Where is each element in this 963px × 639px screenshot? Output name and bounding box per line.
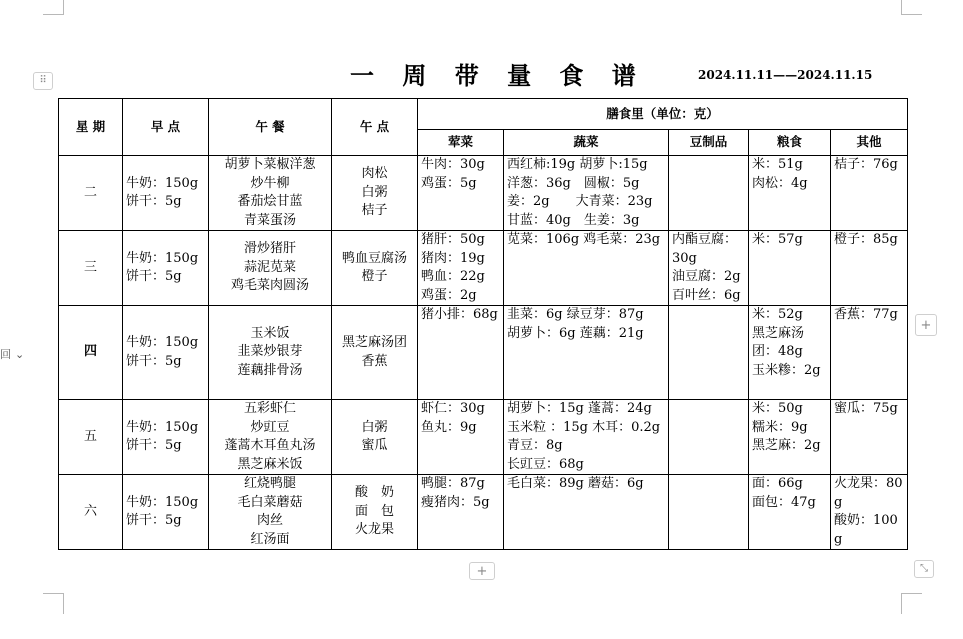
lunch-line: 莲藕排骨汤 xyxy=(237,362,303,378)
lunch-line: 韭菜炒银芽 xyxy=(237,344,303,360)
header-veg: 蔬菜 xyxy=(504,130,669,156)
table-row xyxy=(59,156,908,231)
breakfast-line: 牛奶：150g xyxy=(126,175,199,191)
date-range: 2024.11.11——2024.11.15 xyxy=(698,68,873,82)
table-row xyxy=(59,306,908,400)
row-menu-icon: 回 xyxy=(0,347,11,361)
header-day: 星 期 xyxy=(59,99,123,156)
lunch-line: 黑芝麻米饭 xyxy=(237,456,303,472)
veg-line: 韭菜：6g 绿豆芽：87g xyxy=(507,307,644,322)
cell-lunch[interactable] xyxy=(209,306,332,400)
meat-line: 猪小排：68g xyxy=(421,307,498,322)
cell-grain[interactable] xyxy=(749,231,831,306)
add-column-button[interactable]: + xyxy=(915,314,937,336)
snack-line: 火龙果 xyxy=(354,522,394,538)
lunch-line: 番茄烩甘蓝 xyxy=(237,194,303,209)
snack-line: 肉松 xyxy=(361,166,388,182)
cell-bean[interactable] xyxy=(669,475,749,550)
page-corner-mark-top-left xyxy=(43,0,64,15)
cell-breakfast[interactable] xyxy=(123,306,209,400)
breakfast-line: 饼干：5g xyxy=(126,194,182,209)
bean-line: 油豆腐：2g xyxy=(672,269,741,284)
grain-line: 面包：47g xyxy=(752,494,816,510)
cell-snack[interactable] xyxy=(332,400,418,475)
cell-snack[interactable] xyxy=(332,475,418,550)
lunch-line: 红汤面 xyxy=(250,531,290,547)
lunch-line: 蒜泥苋菜 xyxy=(243,259,296,275)
cell-meat[interactable] xyxy=(418,231,504,306)
veg-line: 西红柿:19g 胡萝卜:15g xyxy=(507,157,648,172)
lunch-line: 肉丝 xyxy=(256,513,283,528)
meat-line: 鸡蛋：5g xyxy=(421,175,477,191)
cell-day[interactable]: 六 xyxy=(59,475,123,550)
cell-other[interactable] xyxy=(831,475,908,550)
breakfast-line: 牛奶：150g xyxy=(126,419,199,435)
veg-line: 玉米粒 ：15g 木耳：0.2g xyxy=(507,419,661,435)
cell-grain[interactable] xyxy=(749,306,831,400)
meat-line: 鸭血：22g xyxy=(421,269,485,284)
grain-line: 黑芝麻：2g xyxy=(752,438,821,453)
cell-grain[interactable] xyxy=(749,475,831,550)
snack-line: 橙子 xyxy=(361,269,388,284)
cell-bean[interactable] xyxy=(669,306,749,400)
meat-line: 鸭腿：87g xyxy=(421,476,485,491)
lunch-line: 炒豇豆 xyxy=(250,419,290,435)
cell-grain[interactable] xyxy=(749,400,831,475)
cell-bean[interactable] xyxy=(669,231,749,306)
header-lunch: 午 餐 xyxy=(209,99,332,156)
other-line: 火龙果：80g xyxy=(834,476,903,510)
grain-line: 肉松：4g xyxy=(752,175,808,191)
header-grain: 粮食 xyxy=(749,130,831,156)
lunch-line: 胡萝卜菜椒洋葱 xyxy=(224,157,316,172)
cell-other[interactable] xyxy=(831,306,908,400)
cell-veg[interactable] xyxy=(504,156,669,231)
cell-day[interactable]: 五 xyxy=(59,400,123,475)
header-intake: 膳食里（单位：克） xyxy=(418,99,908,130)
cell-bean[interactable] xyxy=(669,400,749,475)
snack-line: 白粥 xyxy=(361,419,388,435)
lunch-line: 毛白菜蘑菇 xyxy=(237,494,303,510)
table-row xyxy=(59,231,908,306)
cell-meat[interactable] xyxy=(418,400,504,475)
grain-line: 米：52g xyxy=(752,307,803,322)
lunch-line: 青菜蛋汤 xyxy=(243,212,296,228)
cell-veg[interactable] xyxy=(504,231,669,306)
cell-meat[interactable] xyxy=(418,306,504,400)
table-row xyxy=(59,475,908,550)
lunch-line: 炒牛柳 xyxy=(250,175,290,191)
cell-day[interactable]: 三 xyxy=(59,231,123,306)
bean-line: 内酯豆腐：30g xyxy=(672,232,738,266)
meat-line: 牛肉：30g xyxy=(421,157,485,172)
meat-line: 猪肉：19g xyxy=(421,250,485,266)
weekly-menu-table xyxy=(58,98,908,550)
cell-lunch[interactable] xyxy=(209,475,332,550)
other-line: 橙子：85g xyxy=(834,232,898,247)
snack-line: 桔子 xyxy=(361,203,388,219)
grain-line: 米：57g xyxy=(752,232,803,247)
grain-line: 黑芝麻汤团：48g xyxy=(752,325,805,359)
cell-meat[interactable] xyxy=(418,156,504,231)
grain-line: 糯米：9g xyxy=(752,419,808,435)
cell-veg[interactable] xyxy=(504,306,669,400)
grain-line: 面：66g xyxy=(752,476,803,491)
grain-line: 米：51g xyxy=(752,157,803,172)
grain-line: 玉米糁：2g xyxy=(752,362,821,378)
meat-line: 瘦猪肉：5g xyxy=(421,494,490,510)
meat-line: 猪肝：50g xyxy=(421,232,485,247)
cell-other[interactable] xyxy=(831,156,908,231)
meat-line: 鱼丸：9g xyxy=(421,419,477,435)
veg-line: 青豆：8g xyxy=(507,438,563,453)
cell-lunch[interactable] xyxy=(209,231,332,306)
header-bean: 豆制品 xyxy=(669,130,749,156)
lunch-line: 五彩虾仁 xyxy=(243,401,296,416)
breakfast-line: 饼干：5g xyxy=(126,353,182,369)
page-corner-mark-bottom-right xyxy=(901,593,922,614)
snack-line: 面 包 xyxy=(354,503,394,519)
veg-line: 长豇豆：68g xyxy=(507,456,584,472)
table-row xyxy=(59,400,908,475)
cell-lunch[interactable] xyxy=(209,156,332,231)
table-move-handle-icon[interactable]: ⠿ xyxy=(33,72,53,90)
veg-line: 胡萝卜：6g 莲藕：21g xyxy=(507,325,644,341)
meat-line: 虾仁：30g xyxy=(421,401,485,416)
cell-other[interactable] xyxy=(831,400,908,475)
cell-grain[interactable] xyxy=(749,156,831,231)
other-line: 桔子：76g xyxy=(834,157,898,172)
veg-line: 甘蓝：40g 生姜：3g xyxy=(507,212,640,228)
lunch-line: 蓬蒿木耳鱼丸汤 xyxy=(224,438,316,453)
cell-veg[interactable] xyxy=(504,475,669,550)
header-meat: 荤菜 xyxy=(418,130,504,156)
header-snack: 午 点 xyxy=(332,99,418,156)
breakfast-line: 牛奶：150g xyxy=(126,335,199,350)
header-other: 其他 xyxy=(831,130,908,156)
page-corner-mark-top-right xyxy=(901,0,922,15)
veg-line: 姜：2g 大青菜：23g xyxy=(507,194,653,209)
cell-day[interactable]: 四 xyxy=(59,306,123,400)
breakfast-line: 饼干：5g xyxy=(126,513,182,528)
row-menu-button[interactable] xyxy=(0,345,34,363)
cell-snack[interactable] xyxy=(332,306,418,400)
cell-breakfast[interactable] xyxy=(123,156,209,231)
cell-breakfast[interactable] xyxy=(123,231,209,306)
snack-line: 蜜瓜 xyxy=(361,438,388,453)
cell-breakfast[interactable] xyxy=(123,400,209,475)
snack-line: 白粥 xyxy=(361,184,388,200)
cell-meat[interactable] xyxy=(418,475,504,550)
bean-line: 百叶丝：6g xyxy=(672,287,741,303)
cell-other[interactable] xyxy=(831,231,908,306)
breakfast-line: 饼干：5g xyxy=(126,269,182,284)
cell-breakfast[interactable] xyxy=(123,475,209,550)
cell-snack[interactable] xyxy=(332,156,418,231)
breakfast-line: 牛奶：150g xyxy=(126,494,199,510)
veg-line: 毛白菜：89g 蘑菇：6g xyxy=(507,476,644,491)
other-line: 蜜瓜：75g xyxy=(834,401,898,416)
grain-line: 米：50g xyxy=(752,401,803,416)
other-line: 酸奶：100 g xyxy=(834,513,898,547)
veg-line: 胡萝卜：15g 蓬蒿：24g xyxy=(507,401,652,416)
lunch-line: 玉米饭 xyxy=(250,325,290,341)
snack-line: 鸭血豆腐汤 xyxy=(341,250,407,266)
veg-line: 苋菜：106g 鸡毛菜：23g xyxy=(507,232,661,247)
lunch-line: 鸡毛菜肉圆汤 xyxy=(230,278,309,294)
cell-bean[interactable] xyxy=(669,156,749,231)
lunch-line: 红烧鸭腿 xyxy=(243,476,296,491)
header-breakfast: 早 点 xyxy=(123,99,209,156)
snack-line: 香蕉 xyxy=(361,353,388,369)
veg-line: 洋葱：36g 圆椒：5g xyxy=(507,175,640,191)
cell-veg[interactable] xyxy=(504,400,669,475)
cell-snack[interactable] xyxy=(332,231,418,306)
snack-line: 黑芝麻汤团 xyxy=(341,335,407,350)
cell-day[interactable]: 二 xyxy=(59,156,123,231)
page-corner-mark-bottom-left xyxy=(43,593,64,614)
table-resize-icon[interactable]: ⤡ xyxy=(914,560,934,578)
page-title: 一 周 带 量 食 谱 xyxy=(350,61,646,90)
breakfast-line: 饼干：5g xyxy=(126,438,182,453)
meat-line: 鸡蛋：2g xyxy=(421,287,477,303)
other-line: 香蕉：77g xyxy=(834,307,898,322)
snack-line: 酸 奶 xyxy=(354,485,394,501)
breakfast-line: 牛奶：150g xyxy=(126,250,199,266)
add-row-button[interactable]: + xyxy=(469,562,495,580)
chevron-down-icon: ⌄ xyxy=(15,347,25,361)
lunch-line: 滑炒猪肝 xyxy=(243,241,296,257)
cell-lunch[interactable] xyxy=(209,400,332,475)
